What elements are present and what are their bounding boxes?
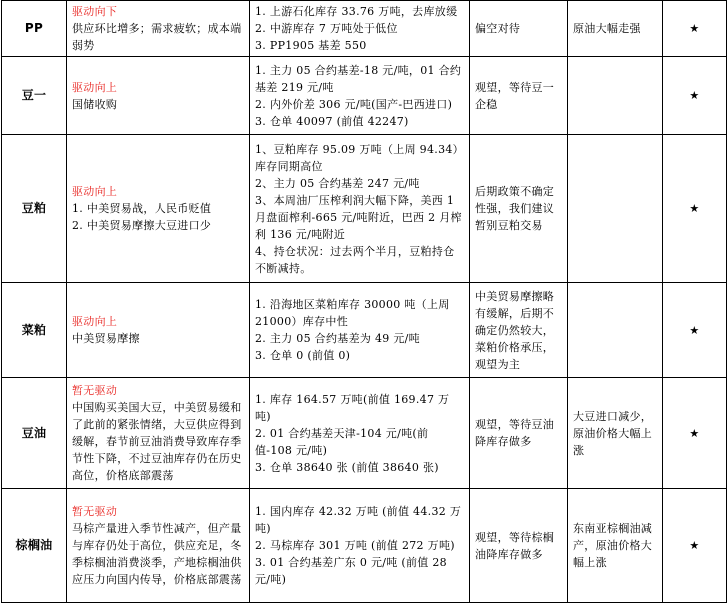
- driver-text: 1. 中美贸易战，人民币贬值: [72, 202, 212, 215]
- driver-cell: [67, 135, 250, 283]
- table-row: [2, 135, 727, 283]
- data-line: 3. 01 合约基差广东 0 元/吨 (前值 28 元/吨): [255, 556, 447, 586]
- data-line: 1. 沿海地区菜粕库存 30000 吨（上周 21000）库存中性: [255, 298, 450, 328]
- data-line: 1. 国内库存 42.32 万吨 (前值 44.32 万吨): [255, 505, 462, 535]
- table-row: [2, 283, 727, 378]
- driver-title: 驱动向上: [72, 80, 118, 94]
- data-line: 2. 内外价差 306 元/吨(国产-巴西进口): [255, 97, 453, 111]
- data-line: 1. 主力 05 合约基差-18 元/吨，01 合约基差 219 元/吨: [255, 63, 462, 94]
- data-line: 2. 01 合约基差天津-104 元/吨(前值-108 元/吨): [255, 426, 429, 457]
- driver-cell: [67, 1, 250, 57]
- data-line: 3. 仓单 0 (前值 0): [255, 349, 351, 362]
- risk-cell: 原油大幅走强: [568, 1, 663, 57]
- risk-cell: [568, 57, 663, 135]
- data-line: 1. 上游石化库存 33.76 万吨，去库放缓: [255, 5, 458, 18]
- commodity-name: 菜粕: [2, 283, 67, 378]
- data-line: 2. 中游库存 7 万吨处于低位: [255, 22, 398, 35]
- data-line: 4、持仓状况：过去两个半月，豆粕持仓不断减持。: [255, 244, 455, 275]
- driver-title: 暂无驱动: [72, 384, 118, 397]
- data-cell: [250, 135, 470, 283]
- driver-title: 驱动向上: [72, 315, 118, 328]
- driver-cell: [67, 489, 250, 603]
- driver-text: 2. 中美贸易摩擦大豆进口少: [72, 219, 212, 232]
- data-cell: [250, 378, 470, 489]
- data-line: 2. 主力 05 合约基差为 49 元/吨: [255, 332, 420, 345]
- commodity-name: PP: [2, 1, 67, 57]
- data-cell: [250, 283, 470, 378]
- commodity-name: 豆一: [2, 57, 67, 135]
- driver-text: 供应环比增多；需求疲软；成本端弱势: [72, 22, 242, 52]
- strategy-cell: 中美贸易摩擦略有缓解，后期不确定仍然较大，菜粕价格承压，观望为主: [470, 283, 568, 378]
- driver-title: 驱动向上: [72, 185, 118, 198]
- data-line: 1. 库存 164.57 万吨(前值 169.47 万吨): [255, 392, 450, 423]
- driver-text: 马棕产量进入季节性减产，但产量与库存仍处于高位，供应充足，冬季棕榈油消费淡季，产地棕榈油供应压力向国内传导，价格底部震荡: [72, 522, 242, 586]
- table-row: [2, 489, 727, 603]
- rating-star: ★: [663, 283, 727, 378]
- driver-text: 中美贸易摩擦: [72, 332, 140, 345]
- commodity-name: 豆粕: [2, 135, 67, 283]
- commodity-table: [1, 0, 727, 603]
- data-line: 3. 仓单 38640 张 (前值 38640 张): [255, 460, 439, 474]
- driver-cell: [67, 378, 250, 489]
- rating-star: ★: [663, 57, 727, 135]
- driver-title: 暂无驱动: [72, 505, 118, 518]
- strategy-cell: 偏空对待: [470, 1, 568, 57]
- risk-cell: 大豆进口减少，原油价格大幅上涨: [568, 378, 663, 489]
- risk-cell: [568, 283, 663, 378]
- risk-cell: [568, 135, 663, 283]
- strategy-cell: 观望，等待棕榈油降库存做多: [470, 489, 568, 603]
- strategy-cell: 观望，等待豆一企稳: [470, 57, 568, 135]
- table-row: [2, 57, 727, 135]
- driver-title: 驱动向下: [72, 5, 118, 18]
- rating-star: ★: [663, 1, 727, 57]
- commodity-name: 棕榈油: [2, 489, 67, 603]
- data-cell: [250, 1, 470, 57]
- driver-cell: [67, 283, 250, 378]
- driver-cell: [67, 57, 250, 135]
- data-line: 3、本周油厂压榨利润大幅下降，美西 1 月盘面榨利-665 元/吨附近，巴西 2 月榨利 136 元/吨附近: [255, 193, 462, 241]
- rating-star: ★: [663, 489, 727, 603]
- driver-text: 中国购买美国大豆，中美贸易缓和了此前的紧张情绪，大豆供应得到缓解，春节前豆油消费导致库存季节性下降，不过豆油库存仍在历史高位，价格底部震荡: [72, 401, 242, 482]
- rating-star: ★: [663, 378, 727, 489]
- rating-star: ★: [663, 135, 727, 283]
- driver-text: 国储收购: [72, 97, 118, 111]
- commodity-name: 豆油: [2, 378, 67, 489]
- data-line: 3. 仓单 40097 (前值 42247): [255, 114, 409, 128]
- table-row: [2, 1, 727, 57]
- data-cell: [250, 489, 470, 603]
- strategy-cell: 观望，等待豆油降库存做多: [470, 378, 568, 489]
- data-cell: [250, 57, 470, 135]
- strategy-cell: 后期政策不确定性强，我们建议暂别豆粕交易: [470, 135, 568, 283]
- data-line: 2、主力 05 合约基差 247 元/吨: [255, 176, 420, 190]
- data-line: 2. 马棕库存 301 万吨 (前值 272 万吨): [255, 539, 455, 552]
- data-line: 3. PP1905 基差 550: [255, 39, 367, 52]
- data-line: 1、豆粕库存 95.09 万吨（上周 94.34）库存同期高位: [255, 142, 464, 173]
- table-row: [2, 378, 727, 489]
- risk-cell: 东南亚棕榈油减产，原油价格大幅上涨: [568, 489, 663, 603]
